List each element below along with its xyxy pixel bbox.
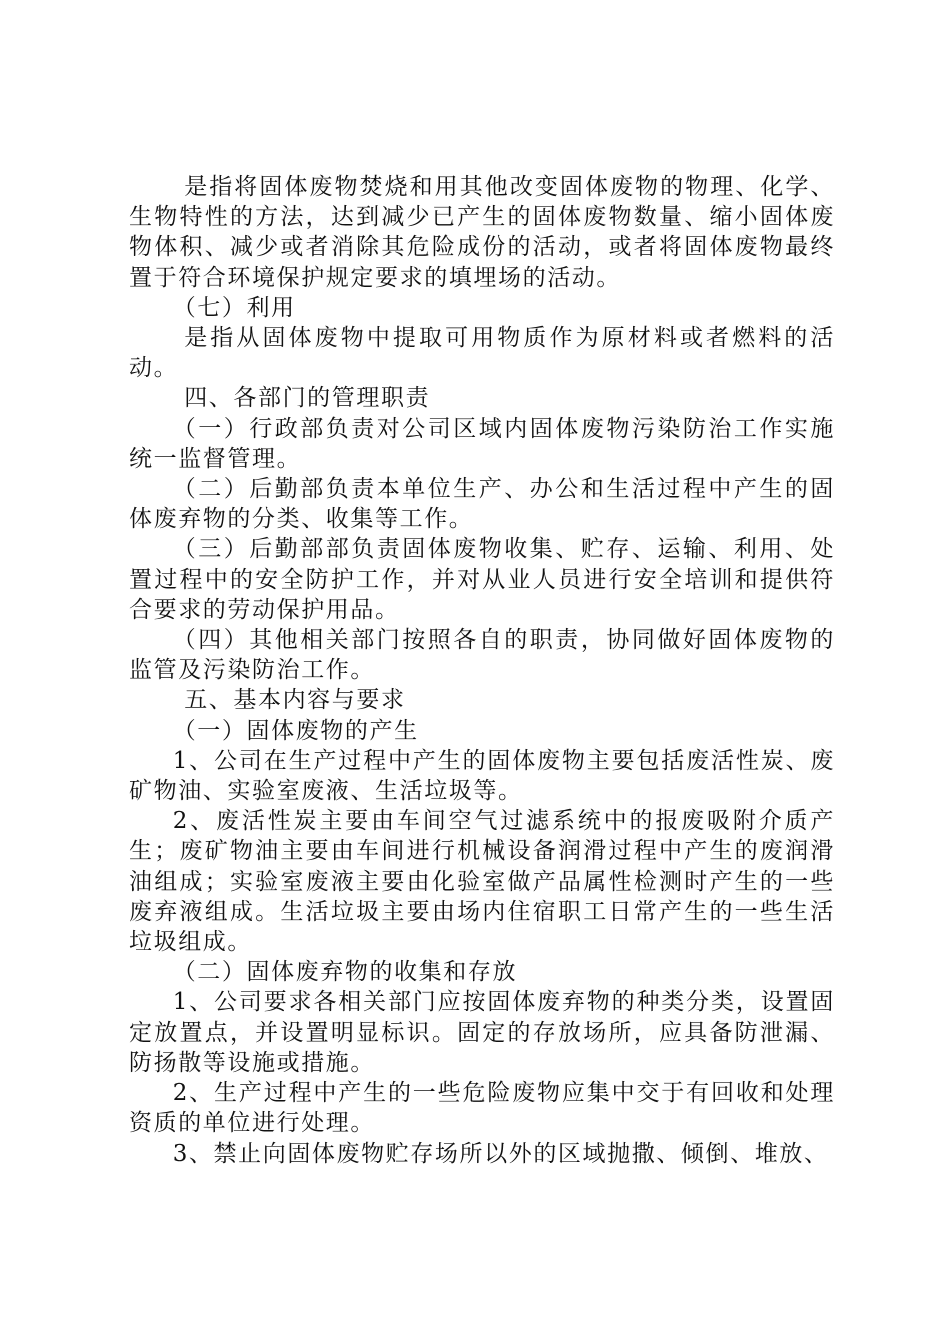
paragraph-generation-2: 2、废活性炭主要由车间空气过滤系统中的报废吸附介质产生；废矿物油主要由车间进行机械设备润滑过程中产生的废润滑油组成；实验室废液主要由化验室做产品属性检测时产生的一些废弃液组成。生活垃圾主要由场内住宿职工日常产生的一些生活垃圾组成。: [129, 808, 835, 956]
paragraph-collection-2: 2、生产过程中产生的一些危险废物应集中交于有回收和处理资质的单位进行处理。: [129, 1080, 835, 1137]
heading-collection-storage: （二）固体废弃物的收集和存放: [172, 959, 518, 986]
heading-waste-generation: （一）固体废物的产生: [172, 717, 419, 744]
paragraph-definition-utilization: 是指从固体废物中提取可用物质作为原材料或者燃料的活动。: [129, 325, 835, 382]
paragraph-dept-logistics: （二）后勤部负责本单位生产、办公和生活过程中产生的固体废弃物的分类、收集等工作。: [129, 476, 835, 533]
paragraph-collection-3: 3、禁止向固体废物贮存场所以外的区域抛撒、倾倒、堆放、: [172, 1140, 829, 1167]
paragraph-generation-1: 1、公司在生产过程中产生的固体废物主要包括废活性炭、废矿物油、实验室废液、生活垃圾等。: [129, 747, 835, 805]
paragraph-definition-disposal: 是指将固体废物焚烧和用其他改变固体废物的物理、化学、生物特性的方法，达到减少已产生的固体废物数量、缩小固体废物体积、减少或者消除其危险成份的活动，或者将固体废物最终置于符合环境保护规定要求的填埋场的活动。: [129, 174, 835, 291]
paragraph-dept-admin: （一）行政部负责对公司区域内固体废物污染防治工作实施统一监督管理。: [129, 415, 835, 472]
paragraph-collection-1: 1、公司要求各相关部门应按固体废弃物的种类分类，设置固定放置点，并设置明显标识。固定的存放场所，应具备防泄漏、防扬散等设施或措施。: [129, 989, 835, 1076]
heading-utilization: （七）利用: [172, 294, 296, 321]
heading-section-four: 四、各部门的管理职责: [184, 385, 431, 412]
document-body: [129, 172, 835, 1169]
paragraph-dept-safety: （三）后勤部部负责固体废物收集、贮存、运输、利用、处置过程中的安全防护工作，并对从业人员进行安全培训和提供符合要求的劳动保护用品。: [129, 536, 835, 623]
paragraph-dept-others: （四）其他相关部门按照各自的职责，协同做好固体废物的监管及污染防治工作。: [129, 627, 835, 684]
heading-section-five: 五、基本内容与要求: [184, 687, 406, 714]
